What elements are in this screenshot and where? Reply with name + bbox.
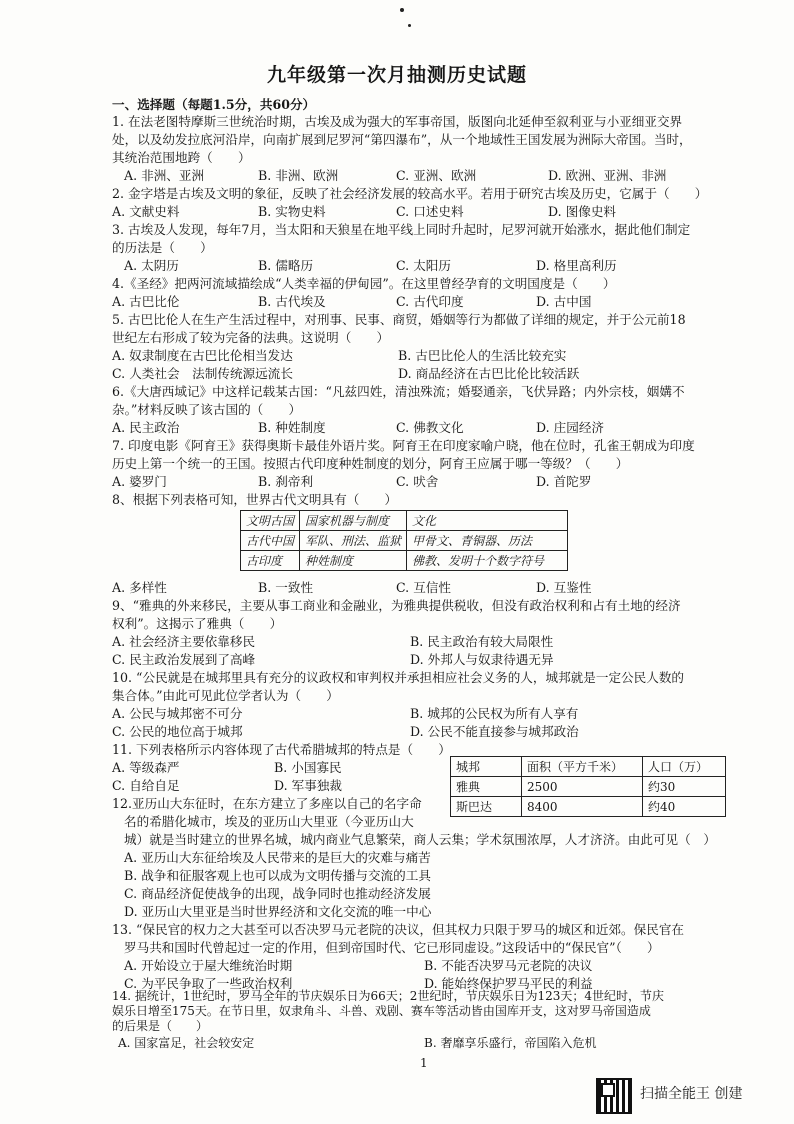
question-12-option-d: D. 亚历山大里亚是当时世界经济和文化交流的唯一中心 [124,904,432,919]
question-10-line: 10. “公民就是在城邦里具有充分的议政权和审判权并承担相应社会义务的人，城邦就是一定公民人数的 [112,670,685,685]
question-7-option-d: D. 首陀罗 [536,474,592,489]
question-1-line: 1. 在法老图特摩斯三世统治时期，古埃及成为强大的军事帝国，版图向北延伸至叙利亚与小亚细亚交界 [112,114,683,129]
question-6-line: 杂。”材料反映了该古国的（ ） [112,402,302,417]
table-cell: 国家机器与制度 [300,511,407,531]
exam-title: 九年级第一次月抽测历史试题 [266,64,527,86]
question-4-option-b: B. 古代埃及 [258,294,326,309]
table-cell: 种姓制度 [300,551,407,571]
question-5-option-b: B. 古巴比伦人的生活比较充实 [398,348,567,363]
page-number: 1 [420,1056,428,1070]
question-14-option-b: B. 奢靡享乐盛行，帝国陷入危机 [424,1036,597,1050]
question-2-option-c: C. 口述史料 [396,204,464,219]
question-7-line: 历史上第一个统一的王国。按照古代印度种姓制度的划分，阿育王应属于哪一等级？（ ） [112,456,629,471]
question-11-option-b: B. 小国寡民 [274,760,342,775]
question-1-line: 处，以及幼发拉底河沿岸，向南扩展到尼罗河“第四瀑布”，从一个地域性王国发展为洲际大帝国。当时， [112,132,692,147]
table-cell: 军队、刑法、监狱 [300,531,407,551]
table-cell: 城邦 [451,757,522,777]
question-1-line: 其统治范围地跨（ ） [112,150,251,165]
table-cell: 斯巴达 [451,797,522,817]
question-14-line: 的后果是（ ） [112,1019,209,1033]
question-9-option-c: C. 民主政治发展到了高峰 [112,652,256,667]
question-10-line: 集合体。”由此可见此位学者认为（ ） [112,688,339,703]
question-10-option-b: B. 城邦的公民权为所有人享有 [410,706,579,721]
table-cell: 雅典 [451,777,522,797]
question-8-line: 8、根据下列表格可知，世界古代文明具有（ ） [112,492,398,507]
question-7-option-b: B. 刹帝利 [258,474,314,489]
table-cell: 甲骨文、青铜器、历法 [407,531,568,551]
table-row [451,757,726,777]
question-1-option-a: A. 非洲、亚洲 [124,168,205,183]
question-2-option-a: A. 文献史料 [112,204,180,219]
table-cell: 古代中国 [241,531,300,551]
question-5-option-c: C. 人类社会 法制传统源远流长 [112,366,293,381]
question-8-option-a: A. 多样性 [112,580,167,595]
table-cell: 面积（平方千米） [522,757,643,777]
question-3-option-b: B. 儒略历 [258,258,314,273]
question-12-option-c: C. 商品经济促使战争的出现，战争同时也推动经济发展 [124,886,431,901]
question-3-option-d: D. 格里高利历 [536,258,617,273]
question-11-option-c: C. 自给自足 [112,778,180,793]
question-9-line: 9、“雅典的外来移民，主要从事工商业和金融业，为雅典提供税收，但没有政治权利和占有土地的经济 [112,598,681,613]
question-12-option-a: A. 亚历山大东征给埃及人民带来的是巨大的灾难与痛苦 [124,850,431,865]
question-7-option-a: A. 婆罗门 [112,474,167,489]
table-cell: 人口（万） [643,757,726,777]
question-13-line: 罗马共和国时代曾起过一定的作用，但到帝国时代、它已形同虚设。”这段话中的“保民官”（ ） [124,940,660,955]
table-cell: 2500 [522,777,643,797]
question-4-option-c: C. 古代印度 [396,294,464,309]
table-cell: 8400 [522,797,643,817]
table-row [451,797,726,817]
table-row [241,551,568,571]
question-4-option-a: A. 古巴比伦 [112,294,180,309]
question-2-option-b: B. 实物史料 [258,204,326,219]
question-5-line: 世纪左右形成了较为完备的法典。这说明（ ） [112,330,390,345]
table-cell: 古印度 [241,551,300,571]
question-6-line: 6.《大唐西域记》中这样记载某古国：“凡兹四姓，清浊殊流；婚娶通亲，飞伏异路；内外宗枝，姻媾不 [112,384,685,399]
table-cell: 文化 [407,511,568,531]
question-8-option-c: C. 互信性 [396,580,451,595]
question-14-line: 14. 据统计，1世纪时，罗马全年的节庆娱乐日为66天；2世纪时，节庆娱乐日为123天；4世纪时，节庆 [112,989,664,1003]
city-state-table [450,756,726,817]
table-cell: 文明古国 [241,511,300,531]
question-10-option-c: C. 公民的地位高于城邦 [112,724,243,739]
question-9-line: 权利”。这揭示了雅典（ ） [112,616,283,631]
question-12-line: 名的希腊化城市，埃及的亚历山大里亚（今亚历山大 [124,814,414,829]
table-row [241,531,568,551]
section-heading: 一、选择题（每题1.5分，共60分） [112,97,316,112]
question-1-option-b: B. 非洲、欧洲 [258,168,339,183]
question-10-option-a: A. 公民与城邦密不可分 [112,706,243,721]
question-13-option-c: C. 为平民争取了一些政治权利 [124,976,293,991]
question-3-option-c: C. 太阳历 [396,258,451,273]
question-8-option-b: B. 一致性 [258,580,314,595]
question-3-option-a: A. 太阴历 [124,258,179,273]
question-9-option-a: A. 社会经济主要依靠移民 [112,634,256,649]
table-cell: 佛教、发明十个数字符号 [407,551,568,571]
question-10-option-d: D. 公民不能直接参与城邦政治 [410,724,579,739]
question-14-line: 娱乐日增至175天。在节日里，奴隶角斗、斗兽、戏剧、赛车等活动皆由国库开支，这对罗马帝国造成 [112,1004,651,1018]
question-4-option-d: D. 古中国 [536,294,592,309]
question-13-line: 13. “保民官的权力之大甚至可以否决罗马元老院的决议，但其权力只限于罗马的城区和近郊。保民官在 [112,922,685,937]
table-row [241,511,568,531]
scan-speck [400,8,404,12]
question-6-option-c: C. 佛教文化 [396,420,464,435]
question-2-line: 2. 金字塔是古埃及文明的象征，反映了社会经济发展的较高水平。若用于研究古埃及历史，它属于（ ） [112,186,708,201]
question-9-option-d: D. 外邦人与奴隶待遇无异 [410,652,554,667]
question-5-option-a: A. 奴隶制度在古巴比伦相当发达 [112,348,293,363]
question-6-option-b: B. 种姓制度 [258,420,326,435]
question-3-line: 3. 古埃及人发现，每年7月，当太阳和天狼星在地平线上同时升起时，尼罗河就开始涨水，据此他们制定 [112,222,691,237]
question-12-option-b: B. 战争和征服客观上也可以成为文明传播与交流的工具 [124,868,431,883]
question-1-option-d: D. 欧洲、亚洲、非洲 [548,168,667,183]
question-5-option-d: D. 商品经济在古巴比伦比较活跃 [398,366,580,381]
scanner-watermark: 扫描全能王 创建 [640,1086,743,1102]
question-13-option-a: A. 开始设立于屋大维统治时期 [124,958,293,973]
question-11-option-d: D. 军事独裁 [274,778,343,793]
question-13-option-b: B. 不能否决罗马元老院的决议 [424,958,593,973]
question-12-line: 12.亚历山大东征时，在东方建立了多座以自己的名字命 [112,796,422,811]
question-1-option-c: C. 亚洲、欧洲 [396,168,477,183]
question-14-option-a: A. 国家富足，社会较安定 [118,1036,255,1050]
question-7-option-c: C. 吠舍 [396,474,439,489]
question-6-option-a: A. 民主政治 [112,420,180,435]
civilization-table [240,510,568,571]
scan-speck [408,24,411,27]
question-3-line: 的历法是（ ） [112,240,213,255]
question-11-line: 11. 下列表格所示内容体现了古代希腊城邦的特点是（ ） [112,742,451,757]
qr-code-icon [596,1078,632,1114]
question-8-option-d: D. 互鉴性 [536,580,592,595]
question-9-option-b: B. 民主政治有较大局限性 [410,634,554,649]
question-4-line: 4.《圣经》把两河流域描绘成“人类幸福的伊甸园”。在这里曾经孕育的文明国度是（ ） [112,276,616,291]
question-12-line: 城）就是当时建立的世界名城，城内商业气息繁荣，商人云集；学术氛围浓厚，人才济济。由此可见（ ） [124,832,716,847]
table-cell: 约30 [643,777,726,797]
table-row [451,777,726,797]
question-5-line: 5. 古巴比伦人在生产生活过程中，对刑事、民事、商贸，婚姻等行为都做了详细的规定，并于公元前18 [112,312,686,327]
table-cell: 约40 [643,797,726,817]
question-13-option-d: D. 能始终保护罗马平民的利益 [424,976,593,991]
question-11-option-a: A. 等级森严 [112,760,180,775]
question-7-line: 7. 印度电影《阿育王》获得奥斯卡最佳外语片奖。阿育王在印度家喻户晓，他在位时，孔雀王朝成为印度 [112,438,695,453]
question-6-option-d: D. 庄园经济 [536,420,605,435]
question-2-option-d: D. 图像史料 [548,204,617,219]
